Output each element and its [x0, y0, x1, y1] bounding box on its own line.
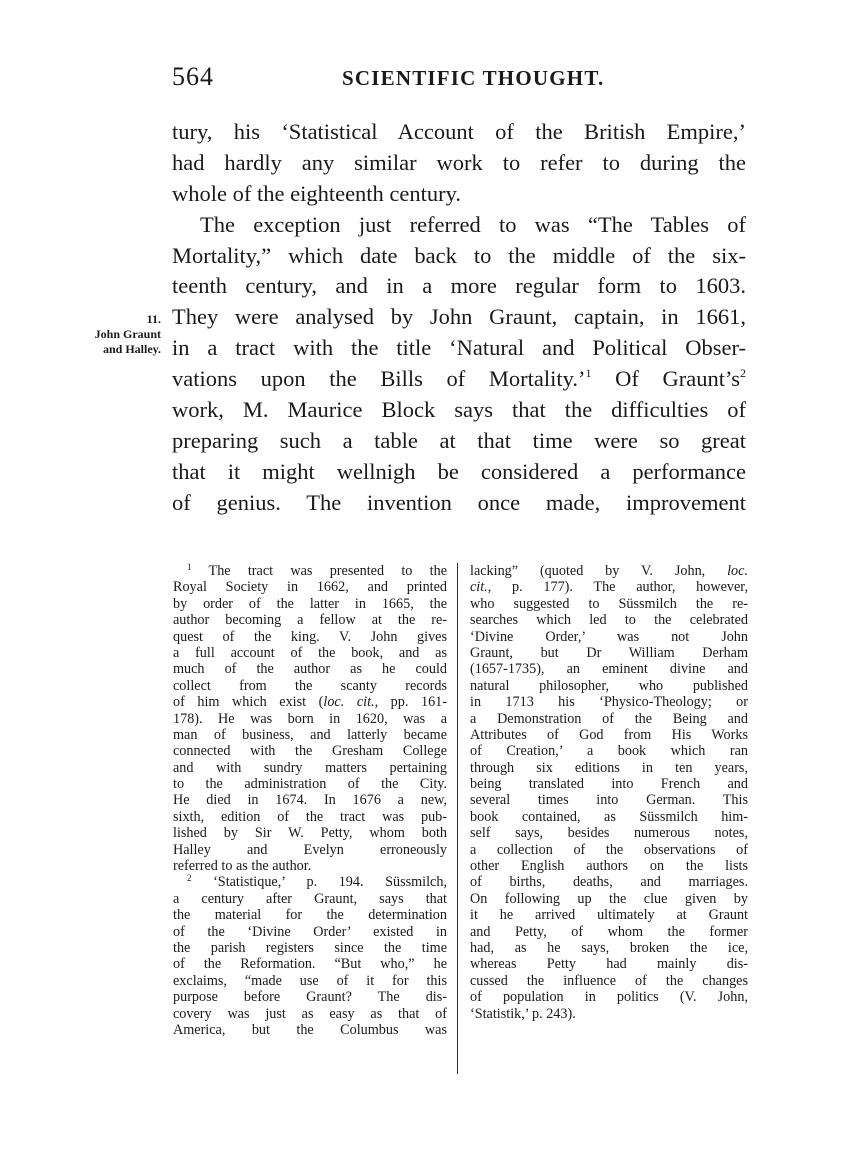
- footnote-line: [470, 973, 748, 989]
- footnote-text: purpose before Graunt? The dis-: [173, 989, 447, 1006]
- footnote-text: Royal Society in 1662, and printed: [173, 579, 447, 596]
- footnote-text: Graunt, but Dr William Derham: [470, 644, 748, 661]
- body-line: teenth century, and in a more regular form to 1603.: [172, 273, 746, 299]
- footnote-line: [173, 711, 447, 727]
- body-line: The exception just referred to was “The Tables of: [200, 211, 746, 237]
- footnote-line: [173, 858, 447, 874]
- footnote-line: [173, 809, 447, 825]
- footnote-line: [173, 629, 447, 645]
- footnote-text: a full account of the book, and as: [173, 644, 447, 661]
- footnote-text: by order of the latter in 1665, the: [173, 595, 447, 612]
- footnote-line: [470, 891, 748, 907]
- footnote-line: [173, 924, 447, 940]
- footnote-text: ‘Divine Order,’ was not John: [470, 628, 748, 645]
- body-line: [172, 364, 746, 395]
- footnote-text: ‘Statistique,’ p. 194. Süssmilch,: [213, 874, 447, 891]
- footnote-text: On following up the clue given by: [470, 890, 748, 907]
- footnote-text: The tract was presented to the: [208, 563, 447, 579]
- footnote-text: America, but the Columbus was: [173, 1021, 447, 1038]
- footnote-text: of population in politics (V. John,: [470, 989, 748, 1006]
- footnote-text: searches which led to the celebrated: [470, 612, 748, 629]
- body-line: of genius. The invention once made, improvement: [172, 489, 746, 515]
- footnote-text: exclaims, “made use of it for this: [173, 972, 447, 989]
- running-head: SCIENTIFIC THOUGHT.: [342, 66, 605, 90]
- footnote-text: sixth, edition of the tract was pub-: [173, 808, 447, 825]
- footnote-line: [173, 596, 447, 612]
- footnote-line: [470, 579, 748, 595]
- footnote-line: [470, 645, 748, 661]
- footnote-text: of him which exist (: [173, 694, 324, 711]
- footnote-line: [173, 973, 447, 989]
- footnote-line: [470, 825, 748, 841]
- footnote-text: of the Reformation. “But who,” he: [173, 956, 447, 973]
- footnote-ref: 1: [585, 366, 592, 381]
- footnote-text: , p. 177). The author, however,: [487, 579, 748, 596]
- footnote-text: whereas Petty had mainly dis-: [470, 956, 748, 973]
- footnote-line: [470, 776, 748, 792]
- footnote-line: [470, 612, 748, 628]
- footnote-line: [173, 563, 447, 579]
- body-line: preparing such a table at that time were so great: [172, 427, 746, 453]
- body-line-text: vations upon the Bills of Mortality.’: [172, 366, 586, 392]
- footnote-line: [173, 776, 447, 792]
- footnote-line: [173, 743, 447, 759]
- footnote-text: and with sundry matters pertaining: [173, 759, 447, 776]
- footnote-italic: loc. cit.: [323, 694, 375, 711]
- body-line: whole of the eighteenth century.: [172, 180, 462, 206]
- footnote-line: [173, 842, 447, 858]
- body-line: work, M. Maurice Block says that the difficulties of: [172, 397, 746, 423]
- footnote-line: [470, 956, 748, 972]
- body-line: that it might wellnigh be considered a performance: [172, 458, 746, 484]
- footnote-text: author becoming a fellow at the re-: [173, 612, 447, 629]
- footnote-marker: 2: [187, 873, 192, 884]
- footnote-text: 178). He was born in 1620, was a: [173, 710, 447, 727]
- footnote-line: [470, 858, 748, 874]
- page-header: [172, 62, 746, 96]
- footnote-line: [173, 940, 447, 956]
- footnote-text: ‘Statistik,’ p. 243).: [470, 1005, 576, 1022]
- footnote-marker: 1: [187, 562, 192, 572]
- footnote-text: a Demonstration of the Being and: [470, 710, 748, 727]
- body-line: had hardly any similar work to refer to during the: [172, 149, 746, 175]
- footnote-line: [173, 874, 447, 890]
- footnote-text: Attributes of God from His Works: [470, 726, 748, 743]
- footnote-text: through six editions in ten years,: [470, 759, 748, 776]
- footnote-line: [173, 1022, 447, 1038]
- footnote-ref: 2: [740, 366, 746, 381]
- footnote-text: natural philosopher, who published: [470, 677, 748, 694]
- footnote-text: the parish registers since the time: [173, 939, 447, 956]
- body-line: They were analysed by John Graunt, captain, in 1661,: [172, 304, 746, 330]
- footnote-line: [470, 760, 748, 776]
- footnotes-left-column: [173, 563, 447, 1038]
- footnote-line: [470, 940, 748, 956]
- footnote-line: [173, 645, 447, 661]
- footnote-text: lished by Sir W. Petty, whom both: [173, 825, 447, 842]
- footnote-text: , pp. 161-: [374, 694, 447, 711]
- footnote-text: in 1713 his ‘Physico-Theology; or: [470, 694, 748, 711]
- footnote-text: (1657-1735), an eminent divine and: [470, 661, 748, 678]
- footnote-line: [173, 956, 447, 972]
- footnote-line: [173, 661, 447, 677]
- footnote-line: [470, 678, 748, 694]
- footnote-line: [470, 563, 748, 579]
- footnote-line: [173, 579, 447, 595]
- footnote-line: [470, 874, 748, 890]
- footnote-line: [470, 842, 748, 858]
- margin-note-number: 11.: [146, 312, 161, 326]
- footnote-line: [470, 727, 748, 743]
- footnote-line: [470, 989, 748, 1005]
- footnote-line: [173, 792, 447, 808]
- body-text: [172, 117, 746, 519]
- footnote-text: a century after Graunt, says that: [173, 890, 447, 907]
- footnote-line: [470, 792, 748, 808]
- footnote-text: connected with the Gresham College: [173, 743, 447, 760]
- footnote-text: of the ‘Divine Order’ existed in: [173, 923, 447, 940]
- footnote-line: [173, 760, 447, 776]
- footnote-line: [470, 809, 748, 825]
- footnote-text: of Creation,’ a book which ran: [470, 743, 748, 760]
- footnote-text: to the administration of the City.: [173, 776, 447, 793]
- footnote-text: quest of the king. V. John gives: [173, 628, 447, 645]
- footnote-text: cussed the influence of the changes: [470, 972, 748, 989]
- footnote-text: the material for the determination: [173, 907, 447, 924]
- footnote-italic: loc.: [727, 563, 748, 579]
- footnote-text: several times into German. This: [470, 792, 748, 809]
- body-line: tury, his ‘Statistical Account of the British Empire,’: [172, 119, 746, 144]
- footnote-line: [173, 694, 447, 710]
- footnote-text: of births, deaths, and marriages.: [470, 874, 748, 891]
- footnote-text: book contained, as Süssmilch him-: [470, 808, 748, 825]
- footnote-text: it he arrived ultimately at Graunt: [470, 907, 748, 924]
- margin-note-line: and Halley.: [102, 342, 161, 356]
- footnote-line: [470, 924, 748, 940]
- footnote-text: who suggested to Süssmilch the re-: [470, 595, 748, 612]
- footnote-line: [173, 1006, 447, 1022]
- margin-note: [79, 312, 161, 357]
- footnote-text: and Petty, of whom the former: [470, 923, 748, 940]
- footnote-line: [470, 661, 748, 677]
- footnote-text: man of business, and latterly became: [173, 726, 447, 743]
- footnote-line: [173, 907, 447, 923]
- footnote-line: [173, 989, 447, 1005]
- footnote-text: covery was just as easy as that of: [173, 1005, 447, 1022]
- body-line: Mortality,” which date back to the middle of the six-: [172, 242, 746, 268]
- footnote-line: [470, 1006, 748, 1022]
- footnotes-right-column: [470, 563, 748, 1022]
- footnote-text: referred to as the author.: [173, 858, 312, 875]
- footnote-line: [173, 825, 447, 841]
- footnote-line: [173, 678, 447, 694]
- footnote-line: [173, 612, 447, 628]
- footnote-line: [470, 694, 748, 710]
- footnote-text: had, as he says, broken the ice,: [470, 939, 748, 956]
- footnote-text: a collection of the observations of: [470, 841, 748, 858]
- footnote-text: self says, besides numerous notes,: [470, 825, 748, 842]
- margin-note-line: John Graunt: [94, 327, 161, 341]
- footnote-text: much of the author as he could: [173, 661, 447, 678]
- page-number: 564: [172, 62, 214, 91]
- footnote-text: other English authors on the lists: [470, 858, 748, 875]
- footnote-line: [470, 596, 748, 612]
- body-line: in a tract with the title ‘Natural and Political Obser-: [172, 335, 746, 361]
- footnote-text: lacking” (quoted by V. John,: [470, 563, 728, 579]
- footnote-line: [470, 743, 748, 759]
- footnote-line: [173, 891, 447, 907]
- footnote-line: [470, 629, 748, 645]
- footnote-text: He died in 1674. In 1676 a new,: [173, 792, 447, 809]
- footnote-line: [470, 907, 748, 923]
- footnote-text: Halley and Evelyn erroneously: [173, 841, 447, 858]
- footnote-text: being translated into French and: [470, 776, 748, 793]
- footnote-line: [173, 727, 447, 743]
- column-divider: [457, 563, 458, 1074]
- body-line-text: Of Graunt’s: [615, 366, 740, 392]
- footnote-line: [470, 711, 748, 727]
- footnote-text: collect from the scanty records: [173, 677, 447, 694]
- footnote-italic: cit.: [470, 579, 488, 596]
